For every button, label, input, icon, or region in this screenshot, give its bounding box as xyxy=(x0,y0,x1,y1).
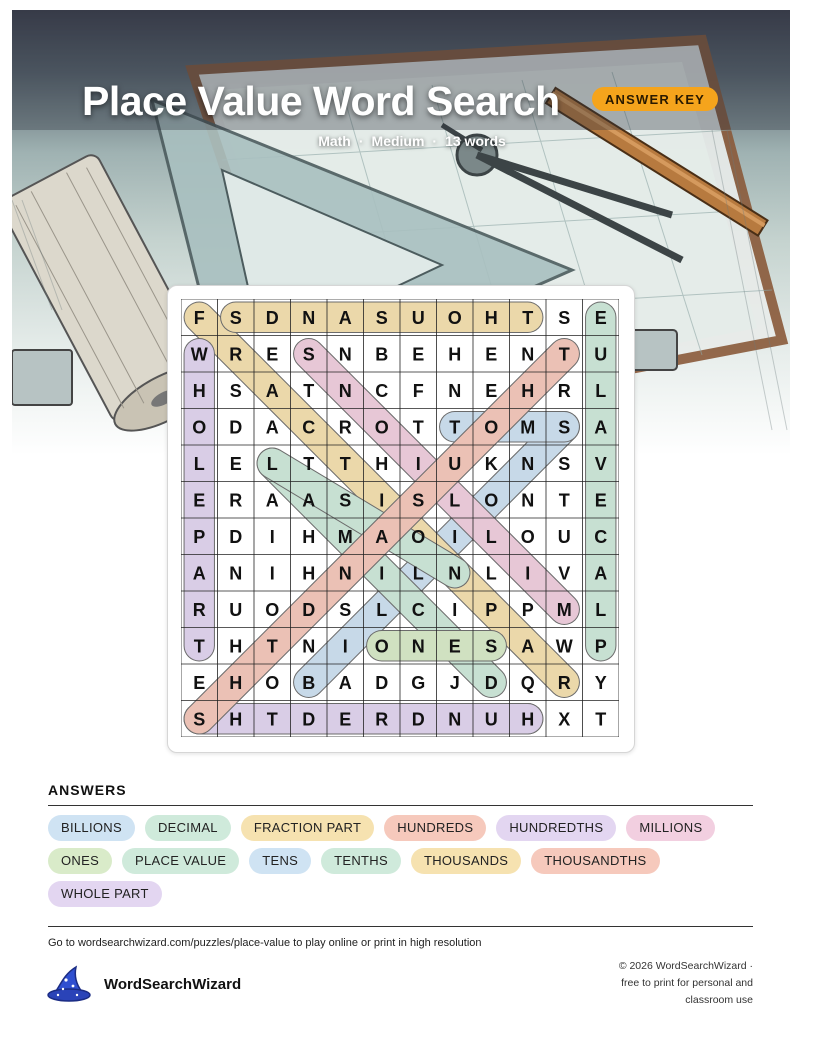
grid-letter[interactable]: N xyxy=(448,709,462,730)
grid-letter[interactable]: T xyxy=(266,636,278,657)
grid-letter[interactable]: H xyxy=(484,307,498,328)
grid-letter[interactable]: S xyxy=(412,490,425,511)
grid-letter[interactable]: T xyxy=(303,453,315,474)
grid-letter[interactable]: T xyxy=(303,380,315,401)
grid-letter[interactable]: I xyxy=(452,526,458,547)
grid-letter[interactable]: T xyxy=(193,636,205,657)
grid-letter[interactable]: H xyxy=(375,453,389,474)
grid-letter[interactable]: T xyxy=(558,344,570,365)
grid-letter[interactable]: T xyxy=(339,453,351,474)
grid-letter[interactable]: E xyxy=(594,490,607,511)
grid-letter[interactable]: I xyxy=(379,563,385,584)
answer-chip: TENS xyxy=(249,848,311,874)
grid-letter[interactable]: C xyxy=(411,599,425,620)
grid-letter[interactable]: H xyxy=(521,709,535,730)
answer-chip: HUNDREDTHS xyxy=(496,815,616,841)
grid-letter[interactable]: E xyxy=(594,307,607,328)
grid-letter[interactable]: D xyxy=(411,709,425,730)
grid-letter[interactable]: P xyxy=(521,599,534,620)
grid-letter[interactable]: H xyxy=(229,672,243,693)
copyright-line: classroom use xyxy=(685,994,753,1006)
grid-letter[interactable]: J xyxy=(449,672,460,693)
difficulty-label: Medium xyxy=(371,133,425,149)
grid-letter[interactable]: O xyxy=(484,417,499,438)
grid-letter[interactable]: N xyxy=(302,307,316,328)
grid-canvas[interactable] xyxy=(181,299,619,737)
grid-letter[interactable]: E xyxy=(193,672,206,693)
grid-letter[interactable]: U xyxy=(229,599,243,620)
grid-letter[interactable]: F xyxy=(193,307,205,328)
grid-letter[interactable]: U xyxy=(594,344,608,365)
grid-letter[interactable]: W xyxy=(555,636,573,657)
grid-letter[interactable]: R xyxy=(192,599,206,620)
grid-letter[interactable]: L xyxy=(485,563,497,584)
grid-letter[interactable]: I xyxy=(415,453,421,474)
copyright xyxy=(553,958,753,1009)
grid-letter[interactable]: N xyxy=(448,563,462,584)
brand[interactable] xyxy=(46,964,241,1004)
grid-letter[interactable]: I xyxy=(269,526,275,547)
grid-letter[interactable]: A xyxy=(265,380,279,401)
subject-label: Math xyxy=(318,133,351,149)
answer-chip: THOUSANDS xyxy=(411,848,521,874)
grid-letter[interactable]: H xyxy=(229,636,243,657)
grid-letter[interactable]: O xyxy=(411,526,426,547)
grid-letter[interactable]: T xyxy=(595,709,607,730)
grid-letter[interactable]: N xyxy=(521,490,535,511)
grid-letter[interactable]: D xyxy=(302,709,316,730)
answers-heading: ANSWERS xyxy=(48,782,127,798)
grid-letter[interactable]: O xyxy=(265,672,280,693)
grid-letter[interactable]: E xyxy=(485,380,498,401)
grid-letter[interactable]: T xyxy=(266,709,278,730)
grid-letter[interactable]: R xyxy=(375,709,389,730)
grid-letter[interactable]: D xyxy=(302,599,316,620)
grid-letter[interactable]: O xyxy=(447,307,462,328)
word-count-label: 13 words xyxy=(445,133,506,149)
grid-letter[interactable]: G xyxy=(411,672,426,693)
grid-letter[interactable]: B xyxy=(302,672,316,693)
grid-letter[interactable]: S xyxy=(193,709,206,730)
answers-divider xyxy=(48,805,753,806)
grid-letter[interactable]: W xyxy=(190,344,208,365)
word-search-grid[interactable] xyxy=(181,299,619,737)
grid-letter[interactable]: Q xyxy=(520,672,535,693)
grid-letter[interactable]: L xyxy=(485,526,497,547)
grid-letter[interactable]: E xyxy=(266,344,279,365)
grid-letter[interactable]: L xyxy=(266,453,278,474)
answer-chip: MILLIONS xyxy=(626,815,715,841)
grid-letter[interactable]: I xyxy=(525,563,531,584)
grid-letter[interactable]: N xyxy=(229,563,243,584)
grid-letter[interactable]: O xyxy=(192,417,207,438)
grid-letter[interactable]: S xyxy=(302,344,315,365)
footer-divider xyxy=(48,926,753,927)
grid-letter[interactable]: S xyxy=(558,453,571,474)
grid-letter[interactable]: U xyxy=(557,526,571,547)
grid-letter[interactable]: C xyxy=(594,526,608,547)
grid-letter[interactable]: A xyxy=(375,526,389,547)
grid-letter[interactable]: N xyxy=(521,344,535,365)
grid-letter[interactable]: A xyxy=(265,417,279,438)
grid-letter[interactable]: O xyxy=(374,417,389,438)
grid-letter[interactable]: M xyxy=(337,526,353,547)
grid-letter[interactable]: H xyxy=(448,344,462,365)
grid-letter[interactable]: R xyxy=(338,417,352,438)
grid-letter[interactable]: U xyxy=(484,709,498,730)
grid-letter[interactable]: M xyxy=(520,417,536,438)
answer-chip: PLACE VALUE xyxy=(122,848,239,874)
grid-letter[interactable]: R xyxy=(229,344,243,365)
grid-letter[interactable]: L xyxy=(193,453,205,474)
grid-letter[interactable]: E xyxy=(412,344,425,365)
grid-letter[interactable]: O xyxy=(374,636,389,657)
answer-chip: THOUSANDTHS xyxy=(531,848,659,874)
answer-chip: DECIMAL xyxy=(145,815,231,841)
grid-letter[interactable]: L xyxy=(595,599,607,620)
grid-letter[interactable]: L xyxy=(595,380,607,401)
grid-letter[interactable]: S xyxy=(558,307,571,328)
grid-letter[interactable]: A xyxy=(192,563,206,584)
grid-letter[interactable]: D xyxy=(375,672,389,693)
grid-letter[interactable]: N xyxy=(521,453,535,474)
grid-letter[interactable]: T xyxy=(449,417,461,438)
grid-letter[interactable]: E xyxy=(229,453,242,474)
grid-letter[interactable]: N xyxy=(302,636,316,657)
page-title: Place Value Word Search xyxy=(82,78,560,124)
grid-letter[interactable]: H xyxy=(302,563,316,584)
grid-letter[interactable]: S xyxy=(339,599,352,620)
answer-list xyxy=(48,815,758,907)
grid-letter[interactable]: K xyxy=(484,453,498,474)
grid-letter[interactable]: I xyxy=(342,636,348,657)
grid-letter[interactable]: C xyxy=(375,380,389,401)
grid-letter[interactable]: C xyxy=(302,417,316,438)
grid-letter[interactable]: N xyxy=(338,344,352,365)
grid-letter[interactable]: M xyxy=(556,599,572,620)
answer-chip: HUNDREDS xyxy=(384,815,486,841)
answer-chip: TENTHS xyxy=(321,848,401,874)
grid-letter[interactable]: S xyxy=(339,490,352,511)
grid-letter[interactable]: V xyxy=(594,453,607,474)
puzzle-meta: Math · Medium · 13 words xyxy=(318,133,506,149)
footer-note: Go to wordsearchwizard.com/puzzles/place-value to play online or print in high resolution xyxy=(48,937,482,949)
grid-letter[interactable]: A xyxy=(302,490,316,511)
grid-letter[interactable]: S xyxy=(375,307,388,328)
grid-letter[interactable]: N xyxy=(411,636,425,657)
grid-letter[interactable]: O xyxy=(484,490,499,511)
grid-letter[interactable]: H xyxy=(302,526,316,547)
grid-letter[interactable]: S xyxy=(485,636,498,657)
answer-chip: WHOLE PART xyxy=(48,881,162,907)
grid-letter[interactable]: N xyxy=(338,380,352,401)
grid-letter[interactable]: H xyxy=(521,380,535,401)
grid-letter[interactable]: R xyxy=(229,490,243,511)
grid-letter[interactable]: Y xyxy=(594,672,607,693)
grid-letter[interactable]: U xyxy=(411,307,425,328)
grid-letter[interactable]: E xyxy=(485,344,498,365)
grid-letter[interactable]: T xyxy=(412,417,424,438)
copyright-line: free to print for personal and xyxy=(621,977,753,989)
brand-name: WordSearchWizard xyxy=(104,975,242,993)
answer-chip: ONES xyxy=(48,848,112,874)
grid-letter[interactable]: F xyxy=(412,380,424,401)
grid-letter[interactable]: E xyxy=(193,490,206,511)
grid-letter[interactable]: I xyxy=(452,599,458,620)
grid-letter[interactable]: P xyxy=(594,636,607,657)
answer-chip: FRACTION PART xyxy=(241,815,374,841)
grid-letter[interactable]: S xyxy=(229,307,242,328)
grid-letter[interactable]: N xyxy=(448,380,462,401)
grid-letter[interactable]: D xyxy=(229,417,243,438)
grid-letter[interactable]: L xyxy=(412,563,424,584)
grid-letter[interactable]: D xyxy=(229,526,243,547)
grid-letter[interactable]: N xyxy=(338,563,352,584)
answer-chip: BILLIONS xyxy=(48,815,135,841)
grid-letter[interactable]: A xyxy=(521,636,535,657)
grid-letter[interactable]: H xyxy=(192,380,206,401)
grid-letter[interactable]: O xyxy=(265,599,280,620)
grid-letter[interactable]: E xyxy=(448,636,461,657)
grid-letter[interactable]: A xyxy=(594,563,608,584)
grid-letter[interactable]: D xyxy=(484,672,498,693)
grid-letter[interactable]: A xyxy=(265,490,279,511)
grid-letter[interactable]: T xyxy=(558,490,570,511)
grid-letter[interactable]: R xyxy=(557,672,571,693)
grid-letter[interactable]: I xyxy=(269,563,275,584)
grid-letter[interactable]: A xyxy=(338,307,352,328)
grid-letter[interactable]: X xyxy=(558,709,571,730)
grid-letter[interactable]: P xyxy=(485,599,498,620)
grid-letter[interactable]: B xyxy=(375,344,389,365)
answer-key-badge: ANSWER KEY xyxy=(592,87,718,111)
grid-letter[interactable]: U xyxy=(448,453,462,474)
grid-letter[interactable]: P xyxy=(193,526,206,547)
grid-letter[interactable]: L xyxy=(449,490,461,511)
grid-letter[interactable]: R xyxy=(557,380,571,401)
grid-letter[interactable]: A xyxy=(338,672,352,693)
grid-letter[interactable]: S xyxy=(229,380,242,401)
grid-letter[interactable]: V xyxy=(558,563,571,584)
grid-letter[interactable]: E xyxy=(339,709,352,730)
grid-letter[interactable]: O xyxy=(520,526,535,547)
grid-letter[interactable]: T xyxy=(522,307,534,328)
grid-letter[interactable]: I xyxy=(379,490,385,511)
wizard-hat-icon xyxy=(46,964,92,1004)
grid-letter[interactable]: L xyxy=(376,599,388,620)
copyright-line: © 2026 WordSearchWizard · xyxy=(618,960,753,972)
grid-letter[interactable]: S xyxy=(558,417,571,438)
grid-letter[interactable]: D xyxy=(265,307,279,328)
grid-letter[interactable]: H xyxy=(229,709,243,730)
grid-letter[interactable]: A xyxy=(594,417,608,438)
